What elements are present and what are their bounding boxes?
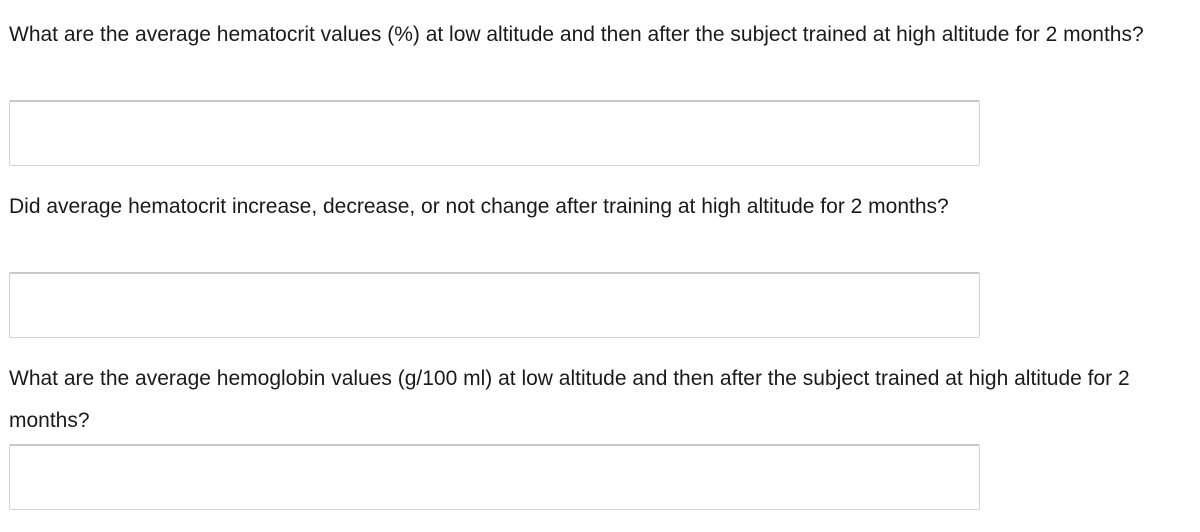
question-3 — [9, 358, 1184, 442]
question-2 — [9, 186, 1184, 228]
answer-1-input[interactable] — [9, 100, 980, 166]
answer-3-input[interactable] — [9, 444, 980, 510]
question-2-text: Did average hematocrit increase, decrease, or not change after training at high altitude for 2 months? — [9, 195, 949, 218]
question-1 — [9, 14, 1184, 56]
question-3-text: What are the average hemoglobin values (g/100 ml) at low altitude and then after the subject trained at high altitude for 2 months? — [9, 367, 1130, 432]
answer-2-input[interactable] — [9, 272, 980, 338]
question-1-text: What are the average hematocrit values (%) at low altitude and then after the subject trained at high altitude for 2 months? — [9, 23, 1144, 46]
